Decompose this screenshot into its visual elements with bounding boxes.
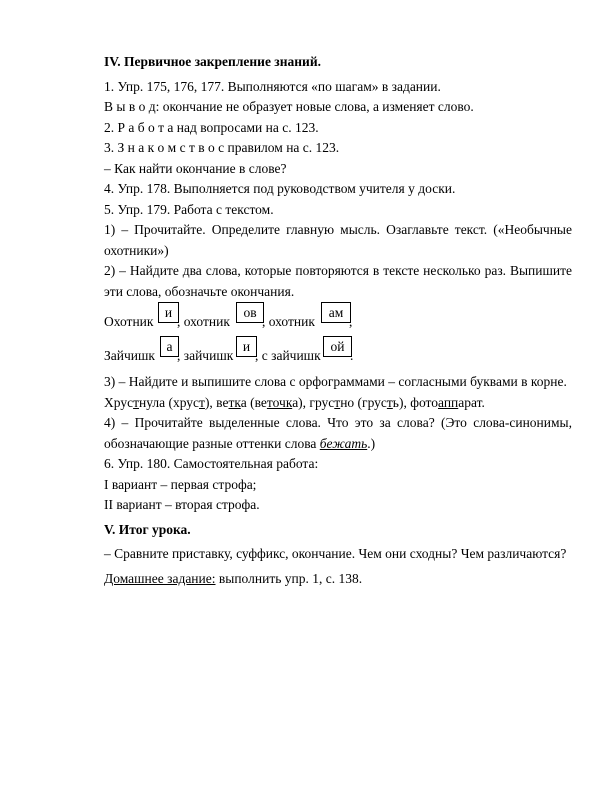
ending-box: ой <box>323 336 352 357</box>
ending-box: и <box>236 336 257 357</box>
paragraph-9: 2) – Найдите два слова, которые повторяются в тексте несколько раз. Выпишите эти слова, обозначьте окончания. <box>104 263 572 299</box>
word-row-hunters <box>104 302 572 336</box>
paragraph-6: 4. Упр. 178. Выполняется под руководством учителя у доски. <box>104 181 456 196</box>
paragraph-7: 5. Упр. 179. Работа с текстом. <box>104 201 274 217</box>
homework: Домашнее задание: выполнить упр. 1, с. 138. <box>104 570 363 586</box>
word-row-bunnies <box>104 336 572 370</box>
paragraph-3: 2. Р а б о т а над вопросами на с. 123. <box>104 119 319 135</box>
section4-title: IV. Первичное закрепление знаний. <box>104 54 321 69</box>
conclusion-label: В ы в о д: <box>104 99 160 114</box>
word-text: Охотник <box>104 313 154 329</box>
italic-word: бежать <box>319 435 368 451</box>
paragraph-16: – Сравните приставку, суффикс, окончание. Чем они сходны? Чем различаются? <box>104 546 567 561</box>
paragraph-4: 3. З н а к о м с т в о с правилом на с. 123. <box>104 140 340 155</box>
word-text: Зайчишк <box>104 347 155 363</box>
paragraph-2: В ы в о д: окончание не образует новые слова, а изменяет слово. <box>104 99 474 114</box>
ending-box: и <box>158 302 179 323</box>
work-label: Р а б о т а <box>117 119 174 135</box>
paragraph-13: 6. Упр. 180. Самостоятельная работа: <box>104 456 319 471</box>
document-body <box>104 52 572 589</box>
acquaintance-label: З н а к о м с т в о <box>117 140 215 155</box>
paragraph-10: 3) – Найдите и выпишите слова с орфограммами – согласными буквами в корне. <box>104 374 567 389</box>
homework-label: Домашнее задание: <box>104 570 216 586</box>
word-text: , с зайчишк <box>255 347 321 363</box>
word-text: , зайчишк <box>177 347 234 363</box>
word-text: , охотник <box>262 313 315 329</box>
paragraph-15: II вариант – вторая строфа. <box>104 497 260 512</box>
ending-box: а <box>160 336 179 357</box>
section5-title: V. Итог урока. <box>104 521 191 537</box>
word-text: , охотник <box>177 313 230 329</box>
paragraph-12: 4) – Прочитайте выделенные слова. Что это за слова? (Это слова-синонимы, обозначающие разные оттенки слова бежать.) <box>104 415 572 451</box>
paragraph-5: – Как найти окончание в слове? <box>104 160 287 176</box>
paragraph-1: 1. Упр. 175, 176, 177. Выполняются «по шагам» в задании. <box>104 78 441 94</box>
paragraph-14: I вариант – первая строфа; <box>104 476 257 492</box>
word-text: , <box>349 313 353 329</box>
paragraph-8: 1) – Прочитайте. Определите главную мысль. Озаглавьте текст. («Необычные охотники») <box>104 222 572 258</box>
ending-box: ам <box>321 302 351 323</box>
paragraph-11-examples: Хрустнула (хруст), ветка (веточка), грустно (грусть), фотоаппарат. <box>104 394 485 410</box>
ending-box: ов <box>236 302 264 323</box>
word-text: . <box>350 347 354 363</box>
